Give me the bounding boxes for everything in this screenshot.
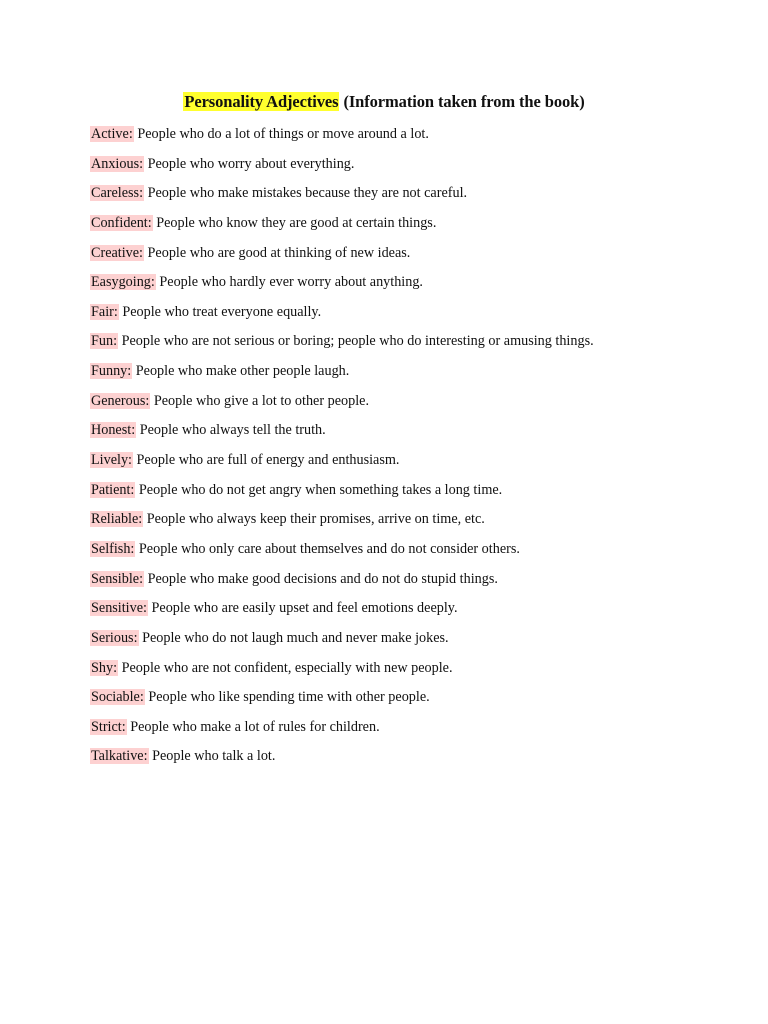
adjective-definition: People who are not serious or boring; people who do interesting or amusing things. (118, 333, 594, 350)
adjective-term: Careless: (91, 185, 144, 202)
adjective-definition: People who know they are good at certain things. (152, 214, 437, 231)
adjective-definition: People who hardly ever worry about anything. (155, 274, 423, 291)
adjective-term: Sensitive: (91, 600, 147, 617)
adjective-term: Fun: (91, 333, 118, 350)
adjective-term: Creative: (91, 244, 143, 261)
list-item (90, 360, 730, 390)
list-item (90, 597, 730, 627)
list-item (90, 182, 730, 212)
adjective-definition: People who make mistakes because they are not careful. (144, 185, 468, 202)
adjective-definition: People who make a lot of rules for children. (126, 718, 380, 735)
adjective-term: Strict: (91, 718, 126, 735)
adjective-term: Patient: (91, 481, 135, 498)
adjective-term: Anxious: (91, 155, 144, 172)
list-item (90, 627, 730, 657)
adjective-definition: People who are easily upset and feel emotions deeply. (147, 600, 458, 617)
adjective-term: Sociable: (91, 689, 144, 706)
adjective-term: Reliable: (91, 511, 143, 528)
list-item (90, 686, 730, 716)
adjective-definition: People who make other people laugh. (132, 363, 350, 380)
list-item (90, 212, 730, 242)
adjective-definition: People who treat everyone equally. (118, 303, 322, 320)
list-item (90, 419, 730, 449)
adjective-definition: People who like spending time with other people. (144, 689, 430, 706)
adjective-definition: People who do not laugh much and never make jokes. (138, 629, 449, 646)
adjective-term: Honest: (91, 422, 136, 439)
page-title (0, 92, 768, 112)
list-item (90, 301, 730, 331)
adjective-definition: People who always tell the truth. (136, 422, 326, 439)
list-item (90, 242, 730, 272)
adjective-definition: People who are full of energy and enthusiasm. (132, 452, 400, 469)
adjective-definition: People who are not confident, especially with new people. (118, 659, 453, 676)
list-item (90, 716, 730, 746)
adjective-definition: People who are good at thinking of new ideas. (144, 244, 411, 261)
adjective-definition: People who worry about everything. (144, 155, 355, 172)
list-item (90, 390, 730, 420)
adjective-term: Serious: (91, 629, 138, 646)
list-item (90, 330, 730, 360)
adjective-definition: People who make good decisions and do not do stupid things. (144, 570, 498, 587)
adjective-term: Selfish: (91, 540, 135, 557)
adjective-definition: People who do a lot of things or move around a lot. (133, 126, 429, 142)
title-highlighted: Personality Adjectives (184, 92, 339, 111)
adjective-term: Funny: (91, 363, 132, 380)
list-item (90, 479, 730, 509)
adjective-definition: People who give a lot to other people. (150, 392, 369, 409)
adjective-definition: People who always keep their promises, arrive on time, etc. (143, 511, 485, 528)
adjective-term: Easygoing: (91, 274, 155, 291)
adjective-list (90, 123, 730, 775)
list-item (90, 538, 730, 568)
adjective-term: Confident: (91, 214, 152, 231)
adjective-term: Generous: (91, 392, 150, 409)
list-item (90, 123, 730, 153)
adjective-term: Talkative: (91, 748, 148, 765)
list-item (90, 657, 730, 687)
adjective-term: Active: (91, 126, 133, 142)
adjective-definition: People who talk a lot. (148, 748, 276, 765)
adjective-term: Lively: (91, 452, 132, 469)
adjective-definition: People who only care about themselves and do not consider others. (135, 540, 520, 557)
list-item (90, 568, 730, 598)
list-item (90, 153, 730, 183)
list-item (90, 508, 730, 538)
adjective-term: Shy: (91, 659, 118, 676)
list-item (90, 271, 730, 301)
title-rest: (Information taken from the book) (339, 92, 585, 111)
adjective-term: Fair: (91, 303, 118, 320)
list-item (90, 745, 730, 775)
adjective-definition: People who do not get angry when something takes a long time. (135, 481, 503, 498)
adjective-term: Sensible: (91, 570, 144, 587)
list-item (90, 449, 730, 479)
